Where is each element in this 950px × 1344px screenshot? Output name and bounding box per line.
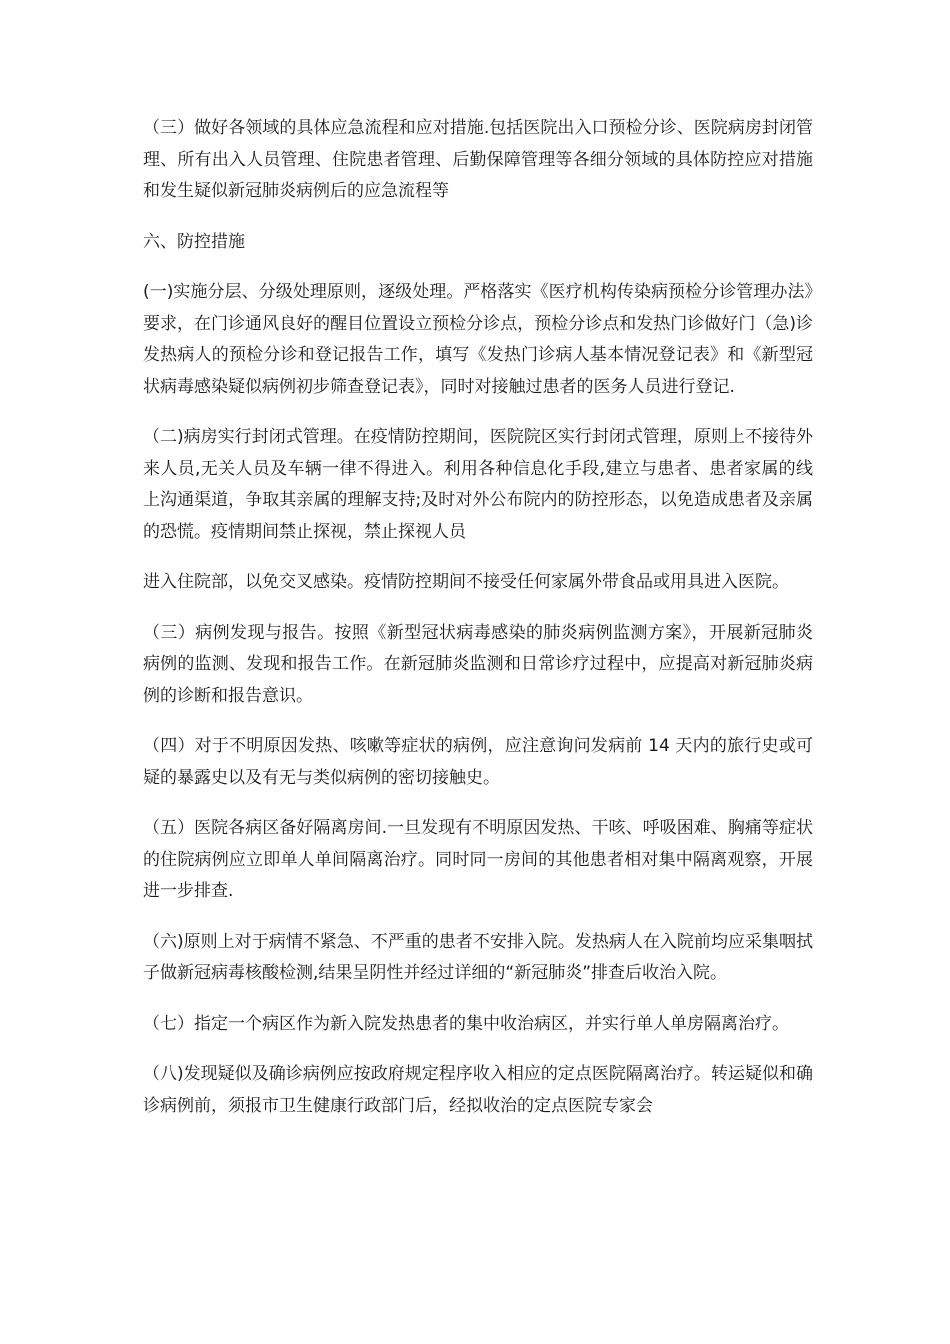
- paragraph-measure-3: （三）病例发现与报告。按照《新型冠状病毒感染的肺炎病例监测方案》，开展新冠肺炎病例的监测、发现和报告工作。在新冠肺炎监测和日常诊疗过程中，应提高对新冠肺炎病例的诊断和报告意识。: [143, 622, 813, 706]
- paragraph-measure-8: （八)发现疑似及确诊病例应按政府规定程序收入相应的定点医院隔离治疗。转运疑似和确诊病例前，须报市卫生健康行政部门后，经拟收治的定点医院专家会: [143, 1064, 813, 1116]
- paragraph-measure-2: （二)病房实行封闭式管理。在疫情防控期间，医院院区实行封闭式管理，原则上不接待外来人员,无关人员及车辆一律不得进入。利用各种信息化手段,建立与患者、患者家属的线上沟通渠道，争取其亲属的理解支持;及时对外公布院内的防控形态，以免造成患者及亲属的恐慌。疫情期间禁止探视，禁止探视人员: [143, 427, 813, 542]
- paragraph-measure-6: （六)原则上对于病情不紧急、不严重的患者不安排入院。发热病人在入院前均应采集咽拭子做新冠病毒核酸检测,结果呈阴性并经过详细的“新冠肺炎”排查后收治入院。: [143, 931, 813, 983]
- section-heading-prevention-measures: 六、防控措施: [143, 231, 245, 252]
- paragraph-measure-5: （五）医院各病区备好隔离房间.一旦发现有不明原因发热、干咳、呼吸困难、胸痛等症状的住院病例应立即单人单间隔离治疗。同时同一房间的其他患者相对集中隔离观察，开展进一步排查.: [143, 818, 813, 901]
- paragraph-measure-4: （四）对于不明原因发热、咳嗽等症状的病例，应注意询问发病前 14 天内的旅行史或可疑的暴露史以及有无与类似病例的密切接触史。: [143, 736, 813, 788]
- paragraph-measure-7: （七）指定一个病区作为新入院发热患者的集中收治病区，并实行单人单房隔离治疗。: [143, 1013, 789, 1034]
- document-page: [143, 113, 813, 1141]
- paragraph-measure-2-continued: 进入住院部，以免交叉感染。疫情防控期间不接受任何家属外带食品或用具进入医院。: [143, 572, 789, 592]
- paragraph-measure-1: (一)实施分层、分级处理原则，逐级处理。严格落实《医疗机构传染病预检分诊管理办法》要求，在门诊通风良好的醒目位置设立预检分诊点，预检分诊点和发热门诊做好门（急)诊发热病人的预检分诊和登记报告工作，填写《发热门诊病人基本情况登记表》和《新型冠状病毒感染疑似病例初步筛查登记表》，同时对接触过患者的医务人员进行登记.: [143, 282, 813, 397]
- paragraph-emergency-procedures: （三）做好各领域的具体应急流程和应对措施.包括医院出入口预检分诊、医院病房封闭管理、所有出入人员管理、住院患者管理、后勤保障管理等各细分领域的具体防控应对措施和发生疑似新冠肺炎病例后的应急流程等: [143, 118, 813, 201]
